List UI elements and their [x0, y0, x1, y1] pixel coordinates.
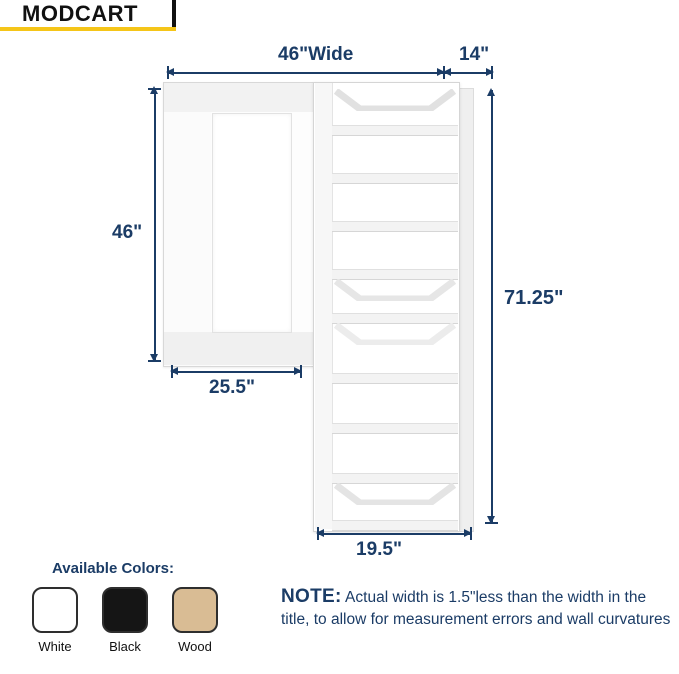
- tower-brace: [334, 483, 456, 505]
- swatch-chip-white[interactable]: [32, 587, 78, 633]
- bottom-width-tick-right: [470, 527, 472, 540]
- brand-name: MODCART: [22, 1, 138, 26]
- left-width-label: 25.5": [209, 377, 255, 398]
- right-height-arrow-top: [487, 88, 495, 96]
- note-label: NOTE:: [281, 586, 342, 607]
- right-height-dimension-line: [491, 90, 493, 522]
- tower-brace: [334, 323, 456, 345]
- color-swatch-list: [29, 587, 221, 654]
- depth-arrow-right: [486, 68, 494, 76]
- top-width-tick-left: [167, 66, 169, 79]
- right-tower-unit: [313, 82, 473, 530]
- left-height-label: 46": [112, 222, 143, 243]
- left-height-dimension-line: [154, 88, 156, 360]
- top-width-dimension-line: [168, 72, 443, 74]
- left-width-tick-left: [171, 365, 173, 378]
- depth-dimension-line: [445, 72, 491, 74]
- tower-shelf: [332, 520, 458, 531]
- color-swatch-black[interactable]: [99, 587, 151, 654]
- swatch-label-black: Black: [109, 639, 141, 654]
- note-text: Actual width is 1.5"less than the width in the title, to allow for measurement errors and wall curvatures: [281, 589, 671, 628]
- left-cabinet-top-panel: [164, 83, 316, 112]
- tower-shelf: [332, 221, 458, 232]
- swatch-label-wood: Wood: [178, 639, 212, 654]
- swatch-chip-black[interactable]: [102, 587, 148, 633]
- color-swatch-white[interactable]: [29, 587, 81, 654]
- swatch-chip-wood[interactable]: [172, 587, 218, 633]
- color-swatch-wood[interactable]: [169, 587, 221, 654]
- tower-left-rail: [315, 83, 333, 529]
- depth-tick-right: [491, 66, 493, 79]
- left-cabinet-unit: [163, 82, 317, 367]
- right-height-tick-bottom: [485, 522, 498, 524]
- bottom-width-label: 19.5": [356, 539, 402, 560]
- right-height-label: 71.25": [504, 287, 564, 309]
- note-block: [281, 586, 671, 631]
- left-width-dimension-line: [172, 371, 300, 373]
- left-cabinet-opening: [212, 113, 292, 333]
- left-width-tick-right: [300, 365, 302, 378]
- top-width-label: 46"Wide: [278, 44, 354, 65]
- left-height-tick-bottom: [148, 360, 161, 362]
- available-colors-title: Available Colors:: [52, 560, 174, 577]
- bottom-width-dimension-line: [318, 533, 470, 535]
- depth-label: 14": [459, 44, 490, 65]
- tower-shelf: [332, 373, 458, 384]
- tower-brace: [334, 89, 456, 111]
- tower-shelf: [332, 173, 458, 184]
- tower-brace: [334, 279, 456, 301]
- tower-shelf: [332, 423, 458, 434]
- tower-front-panel: [313, 82, 460, 532]
- left-cabinet-bottom-panel: [164, 332, 316, 365]
- bottom-width-tick-left: [317, 527, 319, 540]
- swatch-label-white: White: [38, 639, 72, 654]
- left-cabinet-side-panel: [164, 83, 211, 366]
- tower-shelf: [332, 125, 458, 136]
- left-height-tick-top: [148, 88, 161, 90]
- depth-arrow-left: [443, 68, 451, 76]
